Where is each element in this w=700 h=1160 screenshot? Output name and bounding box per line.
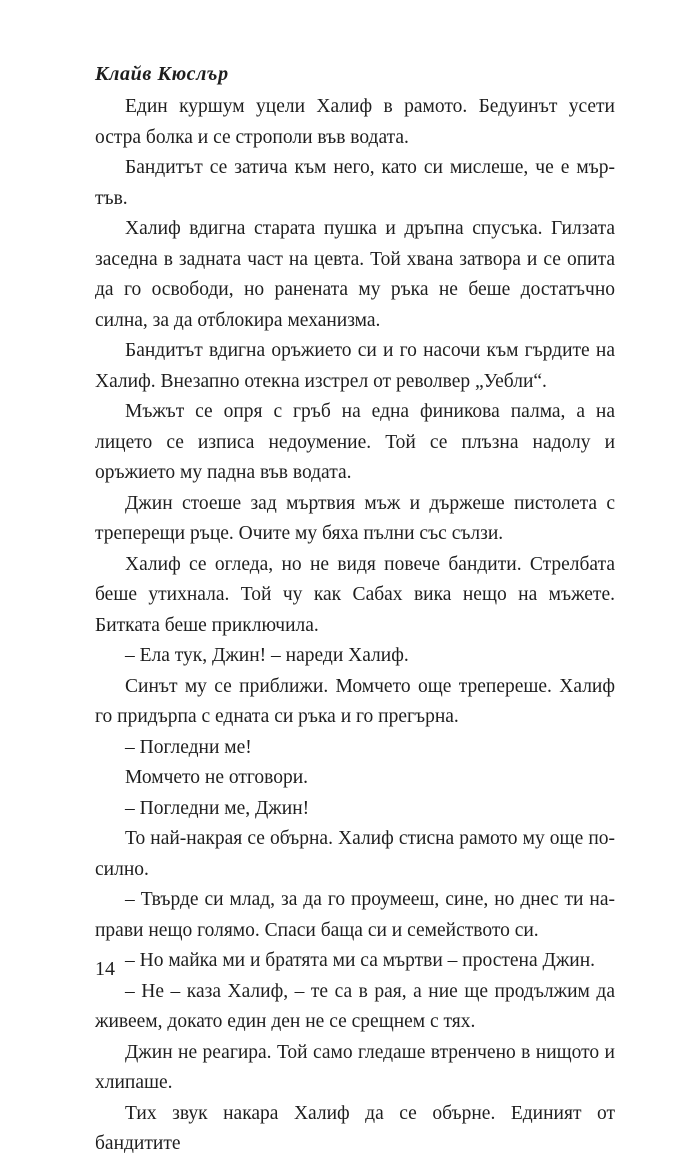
paragraph: Мъжът се опря с гръб на една финикова палма, а на лицето се изписа недоумение. Той се плъзна надолу и оръжието му падна във водата. xyxy=(95,401,615,483)
paragraph: Един куршум уцели Халиф в рамото. Бедуинът усети остра болка и се строполи във водата. xyxy=(95,96,615,148)
dialogue-line: – Ела тук, Джин! – нареди Халиф. xyxy=(125,645,409,666)
paragraph: Момчето не отговори. xyxy=(125,767,309,788)
paragraph: Джин стоеше зад мъртвия мъж и държеше пистолета с треперещи ръце. Очите му бяха пълни със сълзи. xyxy=(95,492,615,544)
paragraph: Халиф се огледа, но не видя повече бандити. Стрелбата беше утихнала. Той чу как Сабах вика нещо на мъжете. Битката беше приключила. xyxy=(95,553,615,636)
dialogue-line: – Погледни ме, Джин! xyxy=(125,797,310,819)
paragraph: Бандитът вдигна оръжието си и го насочи към гърдите на Халиф. Внезапно отекна изстрел от револвер „Уебли“. xyxy=(95,340,615,392)
page-number: 14 xyxy=(95,958,115,980)
paragraph: То най-накрая се обърна. Халиф стисна рамото му още посилно. xyxy=(95,828,615,880)
paragraph: Бандитът се затича към него, като си мислеше, че е мъртъв. xyxy=(95,157,615,209)
dialogue-line: – Погледни ме! xyxy=(125,736,252,758)
running-head: Клайв Кюслър xyxy=(95,63,229,85)
dialogue-line: – Не – каза Халиф, – те са в рая, а ние ще продължим да живеем, докато един ден не се срещнем с тях. xyxy=(95,980,615,1032)
paragraph: Синът му се приближи. Момчето още трепереше. Халиф го придърпа с едната си ръка и го прегърна. xyxy=(95,675,615,727)
paragraph: Джин не реагира. Той само гледаше втренчено в нищото и хлипаше. xyxy=(95,1041,615,1093)
body-text xyxy=(95,92,615,1160)
dialogue-line: – Твърде си млад, за да го проумееш, сине, но днес ти направи нещо голямо. Спаси баща си и семейството си. xyxy=(95,889,615,941)
dialogue-line: – Но майка ми и братята ми са мъртви – простена Джин. xyxy=(125,950,596,971)
paragraph: Халиф вдигна старата пушка и дръпна спусъка. Гилзата заседна в задната част на цевта. Той хвана затвора и се опита да го освободи, но ранената му ръка не беше достатъчно силна, за да отблокира механизма. xyxy=(95,218,615,331)
paragraph: Тих звук накара Халиф да се обърне. Единият от бандитите xyxy=(95,1102,615,1154)
